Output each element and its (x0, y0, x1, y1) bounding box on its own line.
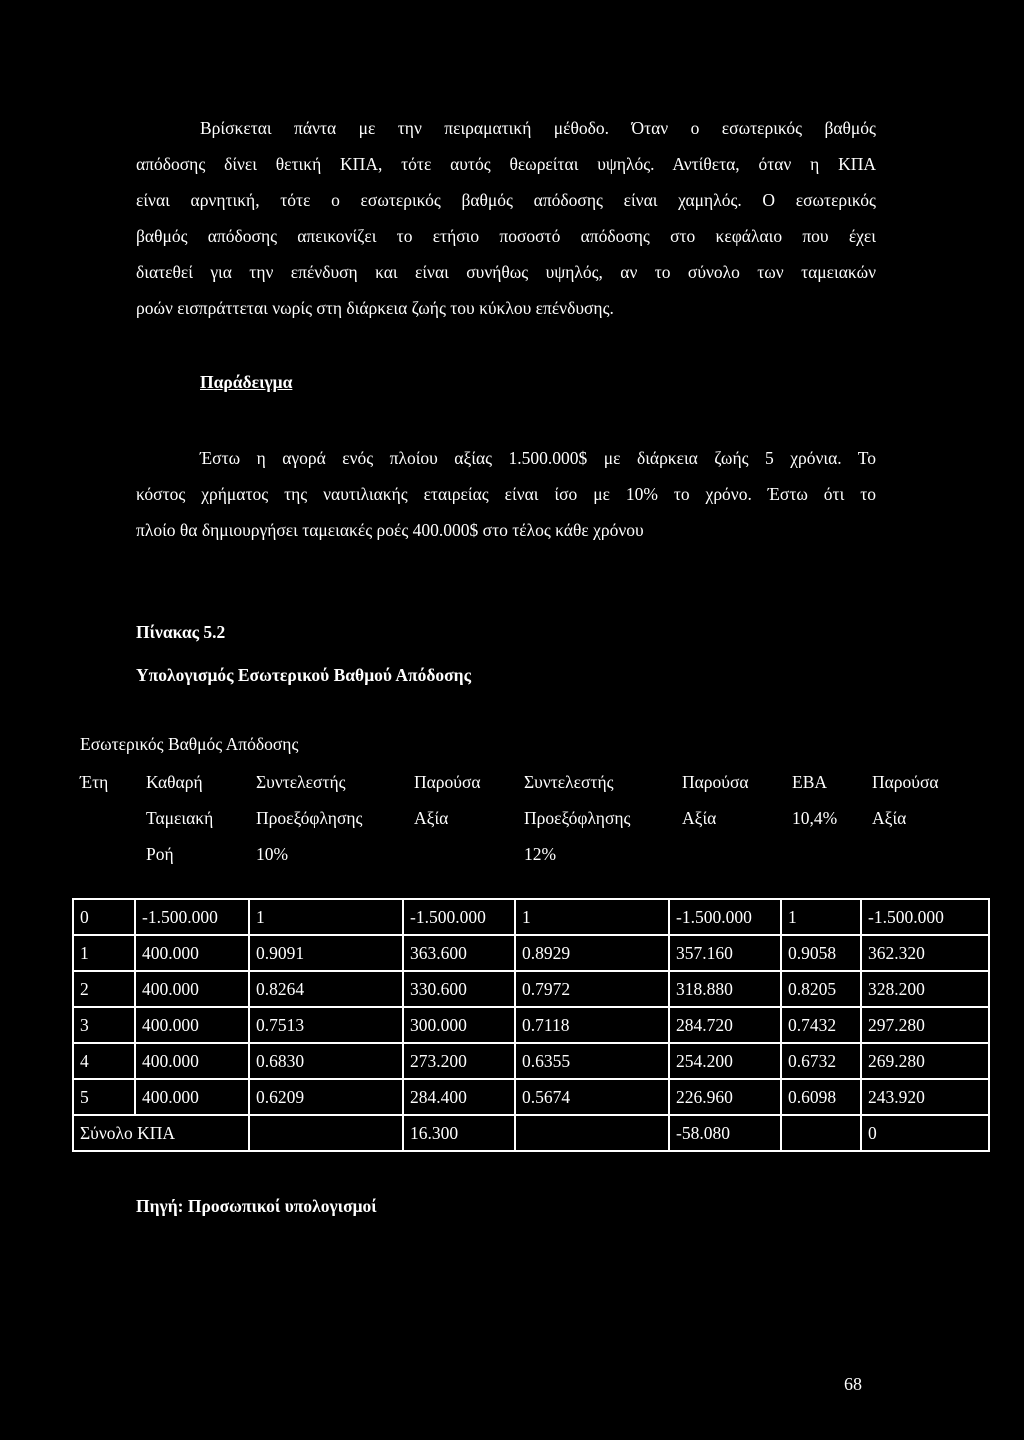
table-cell: 297.280 (861, 1007, 989, 1043)
intro-line: διατεθεί για την επένδυση και είναι συνήθως υψηλός, αν το σύνολο των ταμειακών (136, 262, 876, 282)
table-row (73, 971, 989, 1007)
table-cell: 0.9091 (249, 935, 403, 971)
total-npv-10: 16.300 (403, 1115, 515, 1151)
example-line: κόστος χρήματος της ναυτιλιακής εταιρείας είναι ίσο με 10% το χρόνο. Έστω ότι το (136, 484, 876, 504)
table-row (73, 1079, 989, 1115)
table-cell: 0.8205 (781, 971, 861, 1007)
column-header: Συντελεστής Προεξόφλησης 10% (256, 772, 363, 864)
table-total-row (73, 1115, 989, 1151)
table-cell: 0.7432 (781, 1007, 861, 1043)
table-cell: 5 (73, 1079, 135, 1115)
table-cell: 0.9058 (781, 935, 861, 971)
intro-line: βαθμός απόδοσης απεικονίζει το ετήσιο ποσοστό απόδοσης στο κεφάλαιο που έχει (136, 226, 876, 246)
table-cell: 0.6355 (515, 1043, 669, 1079)
table-cell (781, 1115, 861, 1151)
table-row (73, 1043, 989, 1079)
table-cell: 0.6732 (781, 1043, 861, 1079)
table-number: Πίνακας 5.2 (136, 622, 226, 642)
table-cell: 0.7972 (515, 971, 669, 1007)
example-line: Έστω η αγορά ενός πλοίου αξίας 1.500.000$ με διάρκεια ζωής 5 χρόνια. Το (200, 448, 876, 468)
table-cell: 2 (73, 971, 135, 1007)
table-cell: 362.320 (861, 935, 989, 971)
column-header: Καθαρή Ταμειακή Ροή (146, 772, 214, 864)
table-cell: 1 (781, 899, 861, 935)
table-cell: 0.7513 (249, 1007, 403, 1043)
table-cell: 0.8929 (515, 935, 669, 971)
source-note: Πηγή: Προσωπικοί υπολογισμοί (136, 1196, 377, 1216)
table-cell: 0.6209 (249, 1079, 403, 1115)
intro-line: Βρίσκεται πάντα με την πειραματική μέθοδο. Όταν ο εσωτερικός βαθμός (200, 118, 876, 138)
table-caption: Εσωτερικός Βαθμός Απόδοσης (80, 734, 299, 754)
total-npv-irr: 0 (861, 1115, 989, 1151)
table-cell (249, 1115, 403, 1151)
table-row (73, 899, 989, 935)
table-cell: 0.7118 (515, 1007, 669, 1043)
table-cell: 400.000 (135, 1079, 249, 1115)
total-npv-12: -58.080 (669, 1115, 781, 1151)
page-number: 68 (844, 1374, 862, 1394)
table-cell: 400.000 (135, 1043, 249, 1079)
table-cell: 1 (515, 899, 669, 935)
table-cell: 3 (73, 1007, 135, 1043)
column-header: ΕΒΑ 10,4% (792, 772, 838, 828)
table-cell: -1.500.000 (135, 899, 249, 935)
table-cell: 300.000 (403, 1007, 515, 1043)
table-cell: 1 (249, 899, 403, 935)
table-title: Υπολογισμός Εσωτερικού Βαθμού Απόδοσης (136, 665, 472, 685)
table-cell: 400.000 (135, 1007, 249, 1043)
table-cell: 400.000 (135, 971, 249, 1007)
table-cell: 0.6830 (249, 1043, 403, 1079)
example-paragraph (136, 440, 876, 548)
table-cell: 357.160 (669, 935, 781, 971)
table-cell: 0.5674 (515, 1079, 669, 1115)
table-cell: 273.200 (403, 1043, 515, 1079)
column-header: Παρούσα Αξία (414, 772, 481, 828)
table-cell: 254.200 (669, 1043, 781, 1079)
table-cell: 0.8264 (249, 971, 403, 1007)
intro-line: ροών εισπράττεται νωρίς στη διάρκεια ζωής του κύκλου επένδυσης. (136, 298, 614, 318)
intro-line: απόδοσης δίνει θετική ΚΠΑ, τότε αυτός θεωρείται υψηλός. Αντίθετα, όταν η ΚΠΑ (136, 154, 876, 174)
table-cell: 363.600 (403, 935, 515, 971)
table-cell: -1.500.000 (669, 899, 781, 935)
table-row (73, 1007, 989, 1043)
table-cell: -1.500.000 (861, 899, 989, 935)
table-cell: 269.280 (861, 1043, 989, 1079)
intro-paragraph (136, 110, 876, 326)
table-cell: 318.880 (669, 971, 781, 1007)
column-header: Έτη (80, 772, 109, 792)
table-cell: 0 (73, 899, 135, 935)
example-heading: Παράδειγμα (200, 372, 293, 392)
column-header: Παρούσα Αξία (682, 772, 749, 828)
table-row (73, 935, 989, 971)
table-cell: 284.400 (403, 1079, 515, 1115)
table-cell: -1.500.000 (403, 899, 515, 935)
table-cell: 243.920 (861, 1079, 989, 1115)
example-line: πλοίο θα δημιουργήσει ταμειακές ροές 400.000$ στο τέλος κάθε χρόνου (136, 520, 644, 540)
column-header: Συντελεστής Προεξόφλησης 12% (524, 772, 631, 864)
table-cell: 0.6098 (781, 1079, 861, 1115)
table-cell: 328.200 (861, 971, 989, 1007)
irr-table (72, 898, 990, 1152)
table-cell: 330.600 (403, 971, 515, 1007)
table-cell: 1 (73, 935, 135, 971)
table-cell: 400.000 (135, 935, 249, 971)
table-cell: 226.960 (669, 1079, 781, 1115)
table-cell: 4 (73, 1043, 135, 1079)
table-cell: 284.720 (669, 1007, 781, 1043)
total-label: Σύνολο ΚΠΑ (73, 1115, 249, 1151)
table-cell (515, 1115, 669, 1151)
intro-line: είναι αρνητική, τότε ο εσωτερικός βαθμός απόδοσης είναι χαμηλός. Ο εσωτερικός (136, 190, 876, 210)
column-header: Παρούσα Αξία (872, 772, 939, 828)
